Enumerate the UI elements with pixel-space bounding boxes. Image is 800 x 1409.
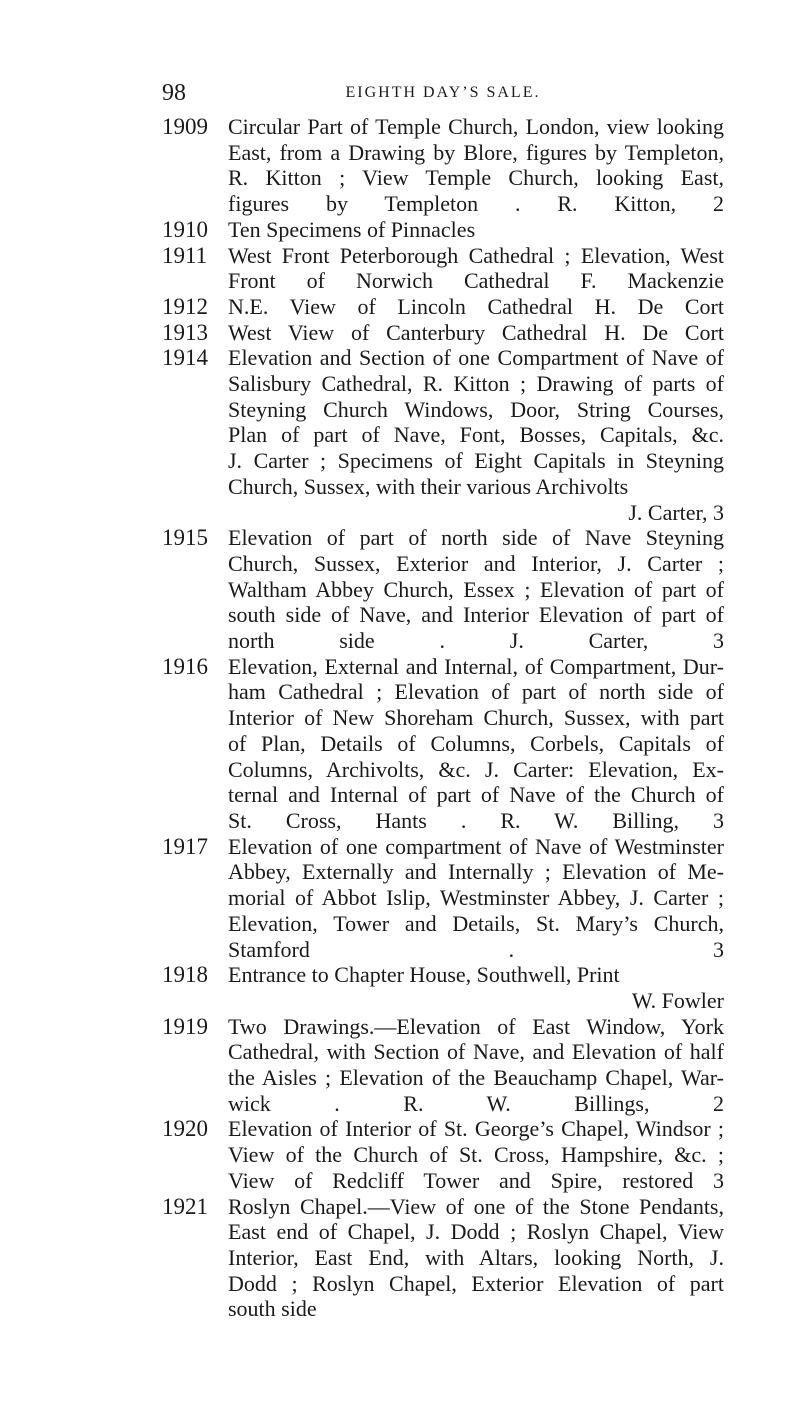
entry-line: Steyning Church Windows, Door, String Courses, [228, 396, 724, 422]
lot-number: 1919 [162, 1013, 208, 1039]
entry-line: south side of Nave, and Interior Elevation of part of [228, 602, 724, 628]
entry-line: Elevation, Tower and Details, St. Mary’s Church, [228, 910, 724, 936]
page-header [162, 80, 724, 110]
page-number: 98 [162, 80, 186, 106]
entry-line: Elevation, External and Internal, of Compartment, Dur- [228, 653, 724, 679]
lot-number: 1911 [162, 242, 208, 268]
entry-line: Elevation of Interior of St. George’s Chapel, Windsor ; [228, 1116, 724, 1142]
entry-line: View of Redcliff Tower and Spire, restored 3 [228, 1167, 724, 1193]
entry-line: St. Cross, Hants . R. W. Billing, 3 [228, 807, 724, 833]
lot-number: 1912 [162, 293, 208, 319]
entry-line: N.E. View of Lincoln Cathedral H. De Cort [228, 293, 724, 319]
entry-line: Columns, Archivolts, &c. J. Carter: Elevation, Ex- [228, 756, 724, 782]
lot-entry [162, 654, 724, 834]
lot-number: 1915 [162, 525, 208, 551]
lot-entry [162, 962, 724, 1013]
entry-line: Interior of New Shoreham Church, Sussex, with part [228, 705, 724, 731]
lot-number: 1921 [162, 1193, 208, 1219]
entry-line: Two Drawings.—Elevation of East Window, York [228, 1013, 724, 1039]
entry-line: West View of Canterbury Cathedral H. De Cort [228, 319, 724, 345]
entry-line: Elevation and Section of one Compartment of Nave of [228, 345, 724, 371]
entry-line: north side . J. Carter, 3 [228, 628, 724, 654]
lot-entry [162, 114, 724, 217]
entry-line: East, from a Drawing by Blore, figures by Templeton, [228, 139, 724, 165]
entry-line: Ten Specimens of Pinnacles [228, 216, 476, 242]
entry-line: ham Cathedral ; Elevation of part of north side of [228, 679, 724, 705]
entry-line: Dodd ; Roslyn Chapel, Exterior Elevation of part [228, 1270, 724, 1296]
entry-line: wick . R. W. Billings, 2 [228, 1090, 724, 1116]
entry-line: Plan of part of Nave, Font, Bosses, Capitals, &c. [228, 422, 724, 448]
entry-line: W. Fowler [631, 987, 724, 1013]
lot-entry [162, 345, 724, 525]
lot-entry [162, 1014, 724, 1117]
entry-line: south side [228, 1296, 317, 1322]
entry-line: J. Carter ; Specimens of Eight Capitals in Steyning [228, 448, 724, 474]
entry-line: Waltham Abbey Church, Essex ; Elevation of part of [228, 576, 724, 602]
entry-line: of Plan, Details of Columns, Corbels, Capitals of [228, 730, 724, 756]
entry-line: J. Carter, 3 [628, 499, 724, 525]
lot-list [162, 114, 724, 1322]
entry-line: View of the Church of St. Cross, Hampshire, &c. ; [228, 1142, 724, 1168]
lot-number: 1913 [162, 319, 208, 345]
entry-line: ternal and Internal of part of Nave of the Church of [228, 782, 724, 808]
entry-line: Circular Part of Temple Church, London, view looking [228, 114, 724, 139]
lot-number: 1910 [162, 216, 208, 242]
entry-line: Elevation of one compartment of Nave of Westminster [228, 833, 724, 859]
entry-line: Cathedral, with Section of Nave, and Elevation of half [228, 1039, 724, 1065]
entry-line: Salisbury Cathedral, R. Kitton ; Drawing of parts of [228, 371, 724, 397]
entry-line: Entrance to Chapter House, Southwell, Print [228, 962, 620, 988]
lot-entry [162, 217, 724, 243]
entry-line: the Aisles ; Elevation of the Beauchamp Chapel, War- [228, 1065, 724, 1091]
lot-entry [162, 834, 724, 963]
lot-entry [162, 243, 724, 294]
lot-number: 1914 [162, 345, 208, 371]
entry-line: morial of Abbot Islip, Westminster Abbey, J. Carter ; [228, 885, 724, 911]
entry-line: Elevation of part of north side of Nave Steyning [228, 525, 724, 551]
entry-line: Interior, East End, with Altars, looking North, J. [228, 1244, 724, 1270]
lot-entry [162, 1194, 724, 1323]
entry-line: West Front Peterborough Cathedral ; Elevation, West [228, 242, 724, 268]
entry-line: R. Kitton ; View Temple Church, looking East, [228, 165, 724, 191]
entry-line: Abbey, Externally and Internally ; Elevation of Me- [228, 859, 724, 885]
entry-line: East end of Chapel, J. Dodd ; Roslyn Chapel, View [228, 1219, 724, 1245]
lot-entry [162, 294, 724, 320]
lot-number: 1917 [162, 833, 208, 859]
entry-line: Roslyn Chapel.—View of one of the Stone Pendants, [228, 1193, 724, 1219]
lot-number: 1916 [162, 653, 208, 679]
lot-number: 1918 [162, 962, 208, 988]
lot-entry [162, 1116, 724, 1193]
entry-line: Church, Sussex, with their various Archivolts [228, 473, 629, 499]
lot-number: 1909 [162, 114, 208, 139]
lot-entry [162, 525, 724, 654]
entry-line: Stamford . 3 [228, 936, 724, 962]
entry-line: figures by Templeton . R. Kitton, 2 [228, 191, 724, 217]
running-title: EIGHTH DAY’S SALE. [345, 84, 541, 101]
lot-number: 1920 [162, 1116, 208, 1142]
entry-line: Church, Sussex, Exterior and Interior, J. Carter ; [228, 550, 724, 576]
lot-entry [162, 320, 724, 346]
entry-line: Front of Norwich Cathedral F. Mackenzie [228, 268, 724, 294]
